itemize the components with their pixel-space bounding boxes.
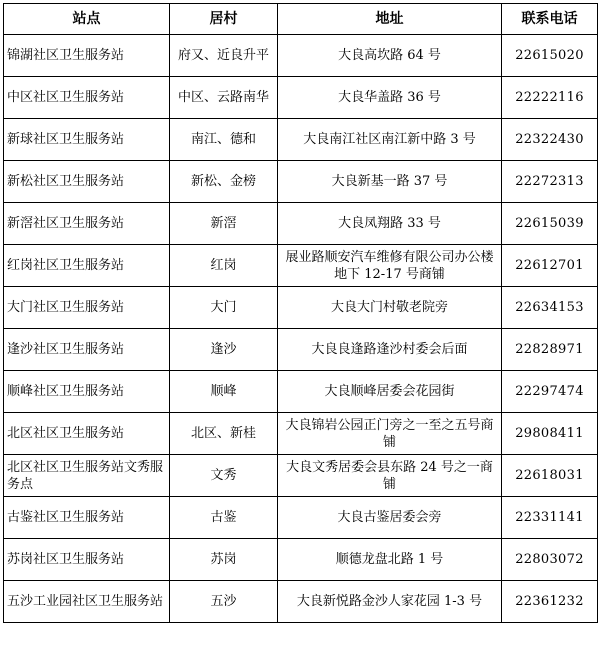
address: 大良高坎路 64 号 bbox=[278, 35, 502, 77]
address: 大良华盖路 36 号 bbox=[278, 77, 502, 119]
address: 大良凤翔路 33 号 bbox=[278, 203, 502, 245]
header-village: 居村 bbox=[170, 4, 278, 35]
table-row bbox=[4, 287, 598, 329]
village-name: 顺峰 bbox=[170, 371, 278, 413]
village-name: 新松、金榜 bbox=[170, 161, 278, 203]
phone-number: 22634153 bbox=[502, 287, 598, 329]
address: 大良良逢路逢沙村委会后面 bbox=[278, 329, 502, 371]
station-name: 五沙工业园社区卫生服务站 bbox=[4, 581, 170, 623]
address: 大良顺峰居委会花园街 bbox=[278, 371, 502, 413]
address: 顺德龙盘北路 1 号 bbox=[278, 539, 502, 581]
phone-number: 22222116 bbox=[502, 77, 598, 119]
address: 大良南江社区南江新中路 3 号 bbox=[278, 119, 502, 161]
service-station-table bbox=[3, 3, 598, 623]
address: 大良新基一路 37 号 bbox=[278, 161, 502, 203]
address: 大良锦岩公园正门旁之一至之五号商铺 bbox=[278, 413, 502, 455]
table-row bbox=[4, 119, 598, 161]
phone-number: 22615039 bbox=[502, 203, 598, 245]
address: 大良文秀居委会县东路 24 号之一商铺 bbox=[278, 455, 502, 497]
village-name: 逢沙 bbox=[170, 329, 278, 371]
table-row bbox=[4, 539, 598, 581]
station-name: 大门社区卫生服务站 bbox=[4, 287, 170, 329]
village-name: 南江、德和 bbox=[170, 119, 278, 161]
village-name: 中区、云路南华 bbox=[170, 77, 278, 119]
address: 大良新悦路金沙人家花园 1-3 号 bbox=[278, 581, 502, 623]
station-name: 新松社区卫生服务站 bbox=[4, 161, 170, 203]
phone-number: 22272313 bbox=[502, 161, 598, 203]
phone-number: 22618031 bbox=[502, 455, 598, 497]
station-name: 顺峰社区卫生服务站 bbox=[4, 371, 170, 413]
village-name: 府又、近良升平 bbox=[170, 35, 278, 77]
village-name: 大门 bbox=[170, 287, 278, 329]
phone-number: 29808411 bbox=[502, 413, 598, 455]
phone-number: 22803072 bbox=[502, 539, 598, 581]
phone-number: 22322430 bbox=[502, 119, 598, 161]
village-name: 新滘 bbox=[170, 203, 278, 245]
table-row bbox=[4, 371, 598, 413]
phone-number: 22612701 bbox=[502, 245, 598, 287]
phone-number: 22331141 bbox=[502, 497, 598, 539]
station-name: 逢沙社区卫生服务站 bbox=[4, 329, 170, 371]
table-row bbox=[4, 161, 598, 203]
village-name: 红岗 bbox=[170, 245, 278, 287]
station-name: 古鉴社区卫生服务站 bbox=[4, 497, 170, 539]
station-name: 锦湖社区卫生服务站 bbox=[4, 35, 170, 77]
station-name: 红岗社区卫生服务站 bbox=[4, 245, 170, 287]
village-name: 苏岗 bbox=[170, 539, 278, 581]
table-row bbox=[4, 413, 598, 455]
header-station: 站点 bbox=[4, 4, 170, 35]
station-name: 中区社区卫生服务站 bbox=[4, 77, 170, 119]
phone-number: 22361232 bbox=[502, 581, 598, 623]
table-row bbox=[4, 455, 598, 497]
phone-number: 22615020 bbox=[502, 35, 598, 77]
station-name: 新滘社区卫生服务站 bbox=[4, 203, 170, 245]
table-row bbox=[4, 77, 598, 119]
table-row bbox=[4, 35, 598, 77]
header-phone: 联系电话 bbox=[502, 4, 598, 35]
station-name: 北区社区卫生服务站文秀服务点 bbox=[4, 455, 170, 497]
address: 大良大门村敬老院旁 bbox=[278, 287, 502, 329]
header-address: 地址 bbox=[278, 4, 502, 35]
village-name: 文秀 bbox=[170, 455, 278, 497]
village-name: 五沙 bbox=[170, 581, 278, 623]
table-row bbox=[4, 245, 598, 287]
village-name: 北区、新桂 bbox=[170, 413, 278, 455]
table-row bbox=[4, 497, 598, 539]
phone-number: 22297474 bbox=[502, 371, 598, 413]
table-row bbox=[4, 329, 598, 371]
address: 展业路顺安汽车维修有限公司办公楼地下 12-17 号商铺 bbox=[278, 245, 502, 287]
table-row bbox=[4, 203, 598, 245]
table-row bbox=[4, 581, 598, 623]
station-name: 新球社区卫生服务站 bbox=[4, 119, 170, 161]
address: 大良古鉴居委会旁 bbox=[278, 497, 502, 539]
phone-number: 22828971 bbox=[502, 329, 598, 371]
station-name: 苏岗社区卫生服务站 bbox=[4, 539, 170, 581]
village-name: 古鉴 bbox=[170, 497, 278, 539]
header-row bbox=[4, 4, 598, 35]
station-name: 北区社区卫生服务站 bbox=[4, 413, 170, 455]
